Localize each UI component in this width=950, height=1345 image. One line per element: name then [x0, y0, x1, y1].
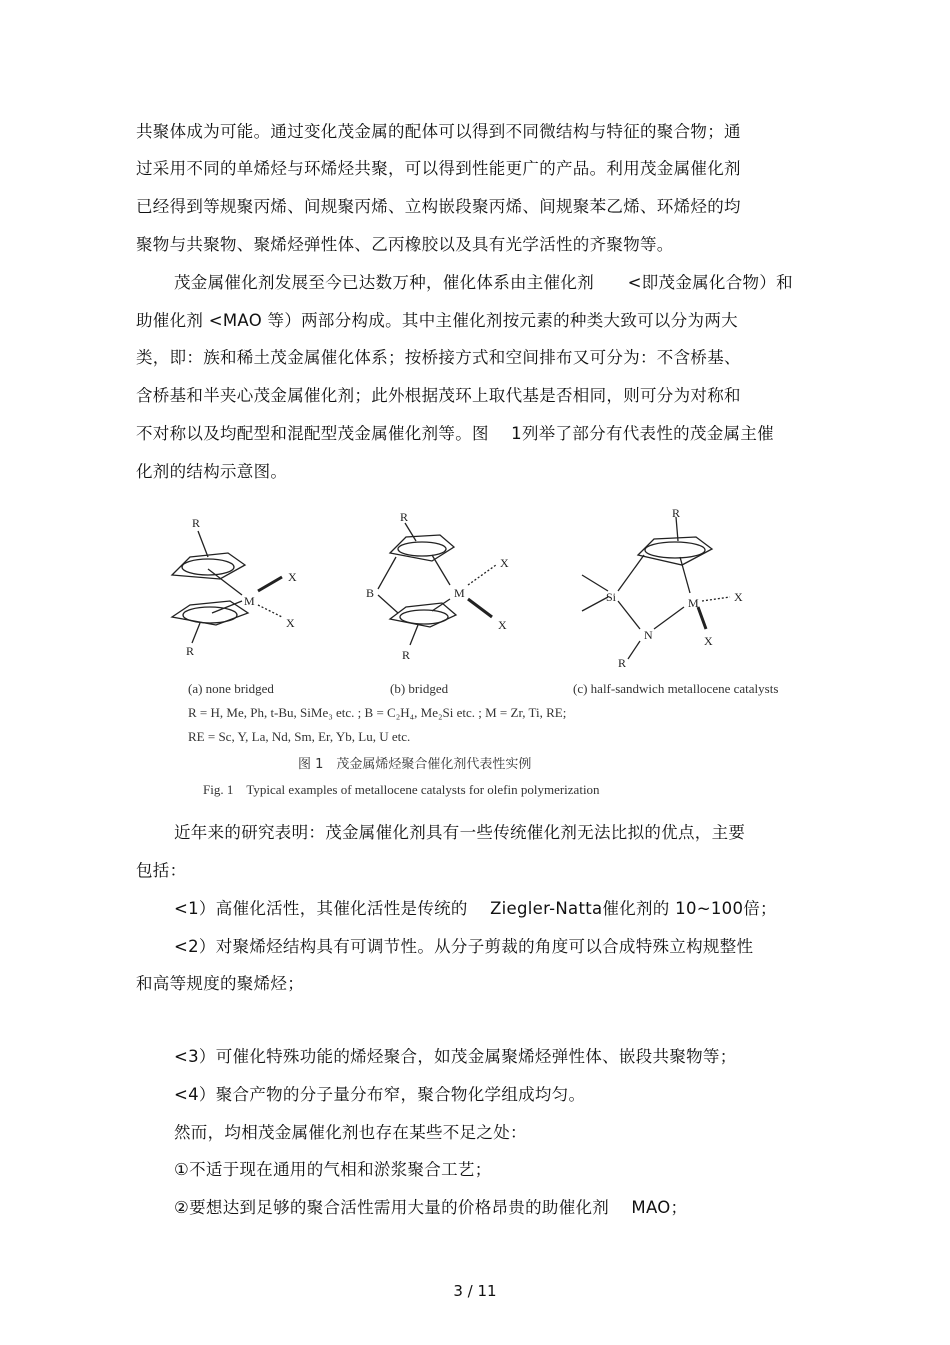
text-line: 包括： [136, 861, 187, 880]
atom-label: M [688, 596, 699, 610]
list-item: 然而，均相茂金属催化剂也存在某些不足之处： [174, 1123, 527, 1142]
atom-label: R [192, 516, 201, 530]
atom-label: R [618, 656, 627, 670]
atom-label: R [400, 510, 409, 524]
text-line: 化剂的结构示意图。 [136, 462, 288, 481]
text-line: 助催化剂 <MAO 等）两部分构成。其中主催化剂按元素的种类大致可以分为两大 [136, 311, 738, 330]
text-line: 聚物与共聚物、聚烯烃弹性体、乙丙橡胶以及具有光学活性的齐聚物等。 [136, 235, 674, 254]
atom-label: R [402, 648, 411, 662]
figure-caption-en: Fig. 1 Typical examples of metallocene catalysts for olefin polymerization [203, 782, 600, 797]
text-line: 共聚体成为可能。通过变化茂金属的配体可以得到不同微结构与特征的聚合物；通 [136, 122, 741, 141]
figure-legend: RE = Sc, Y, La, Nd, Sm, Er, Yb, Lu, U etc. [188, 729, 411, 744]
atom-label: N [644, 628, 653, 642]
atom-label: X [286, 616, 295, 630]
atom-label: R [186, 644, 195, 658]
atom-label: X [500, 556, 509, 570]
text-line: 不对称以及均配型和混配型茂金属催化剂等。图 1列举了部分有代表性的茂金属主催 [136, 424, 774, 443]
atom-label: B [366, 586, 375, 600]
list-item: 和高等规度的聚烯烃； [136, 974, 304, 993]
metallocene-structures-figure [150, 505, 840, 670]
atom-label: X [498, 618, 507, 632]
text-line: 类，即：族和稀土茂金属催化体系；按桥接方式和空间排布又可分为：不含桥基、 [136, 348, 741, 367]
atom-label: X [704, 634, 713, 648]
atom-label: Si [606, 590, 617, 604]
atom-label: R [672, 506, 681, 520]
list-item: <1）高催化活性，其催化活性是传统的 Ziegler-Natta催化剂的 10~100倍； [174, 899, 777, 918]
list-item: ①不适于现在通用的气相和淤浆聚合工艺； [174, 1160, 492, 1179]
subfigure-caption-a: (a) none bridged [188, 681, 274, 696]
atom-label: X [288, 570, 297, 584]
text-line: 含桥基和半夹心茂金属催化剂；此外根据茂环上取代基是否相同，则可分为对称和 [136, 386, 741, 405]
atom-label: X [734, 590, 743, 604]
figure-caption-cn: 图 1 茂金属烯烃聚合催化剂代表性实例 [298, 757, 532, 772]
text-line: 近年来的研究表明：茂金属催化剂具有一些传统催化剂无法比拟的优点，主要 [174, 823, 746, 842]
list-item: ②要想达到足够的聚合活性需用大量的价格昂贵的助催化剂 MAO； [174, 1198, 688, 1217]
subfigure-caption-c: (c) half-sandwich metallocene catalysts [573, 681, 779, 696]
list-item: <2）对聚烯烃结构具有可调节性。从分子剪裁的角度可以合成特殊立构规整性 [174, 937, 754, 956]
subfigure-caption-b: (b) bridged [390, 681, 449, 696]
atom-label: M [244, 594, 255, 608]
atom-label: M [454, 586, 465, 600]
text-line: 过采用不同的单烯烃与环烯烃共聚，可以得到性能更广的产品。利用茂金属催化剂 [136, 159, 741, 178]
page-number: 3 / 11 [453, 1282, 497, 1300]
list-item: <3）可催化特殊功能的烯烃聚合，如茂金属聚烯烃弹性体、嵌段共聚物等； [174, 1047, 737, 1066]
text-line: 已经得到等规聚丙烯、间规聚丙烯、立构嵌段聚丙烯、间规聚苯乙烯、环烯烃的均 [136, 197, 741, 216]
figure-legend: R = H, Me, Ph, t-Bu, SiMe₃ etc. ; B = C₂H₄, Me₂Si etc. ; M = Zr, Ti, RE; [188, 705, 567, 720]
list-item: <4）聚合产物的分子量分布窄，聚合物化学组成均匀。 [174, 1085, 586, 1104]
text-line: 茂金属催化剂发展至今已达数万种，催化体系由主催化剂 <即茂金属化合物）和 [174, 273, 793, 292]
